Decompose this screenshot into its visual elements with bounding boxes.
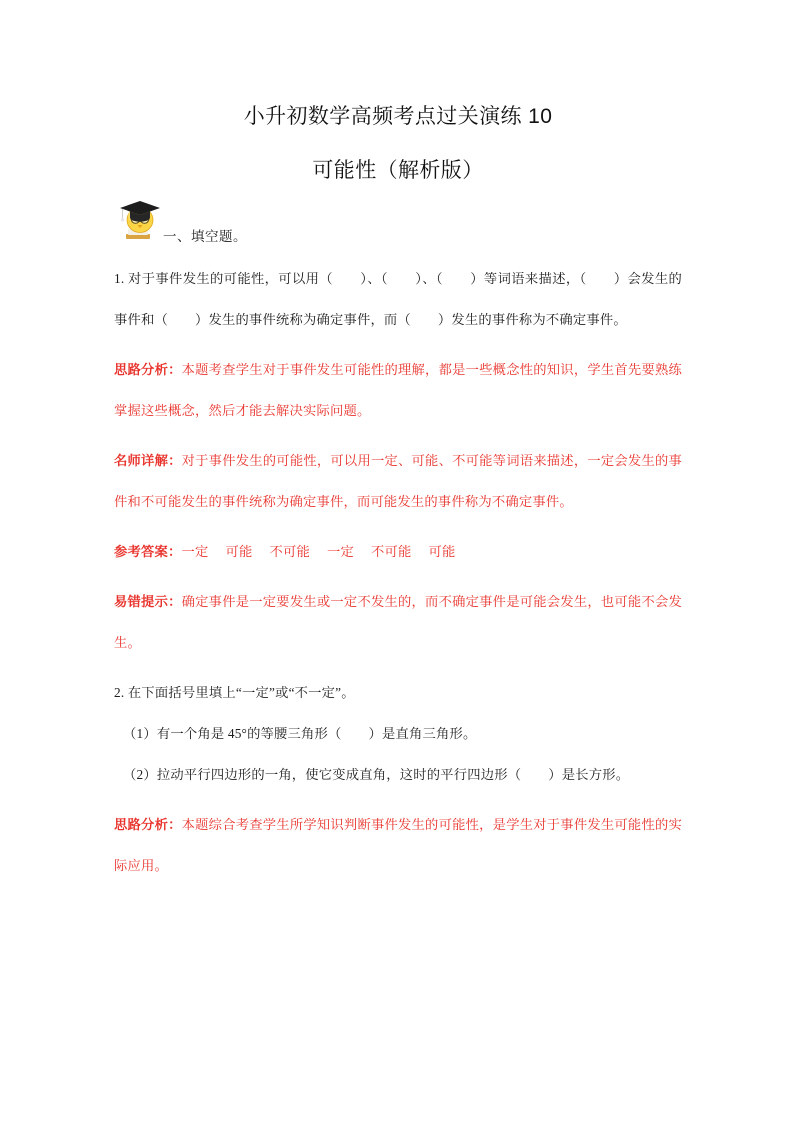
answer-value: 一定 (181, 544, 209, 559)
question-text: 2. 在下面括号里填上“一定”或“不一定”。 (114, 685, 355, 700)
explanation-label: 名师详解： (114, 453, 182, 468)
answer-block (114, 531, 682, 572)
spacer (114, 663, 682, 672)
answer-value: 可能 (428, 544, 456, 559)
question-sub-item: （2）拉动平行四边形的一角，使它变成直角，这时的平行四边形（ ）是长方形。 (123, 767, 630, 782)
answer-value: 不可能 (269, 544, 310, 559)
analysis-label: 思路分析： (114, 362, 182, 377)
explanation-body: 对于事件发生的可能性，可以用一定、可能、不可能等词语来描述，一定会发生的事件和不可能发生的事件统称为确定事件，而可能发生的事件称为不确定事件。 (114, 453, 682, 509)
question-text: 1. 对于事件发生的可能性，可以用（ ）、（ ）、（ ）等词语来描述，（ ）会发生的事件和（ ）发生的事件统称为确定事件，而（ ）发生的事件称为不确定事件。 (114, 271, 682, 327)
page-subtitle: 可能性（解析版） (312, 159, 484, 182)
analysis-body: 本题考查学生对于事件发生可能性的理解，都是一些概念性的知识，学生首先要熟练掌握这些概念，然后才能去解决实际问题。 (114, 362, 682, 418)
spacer (114, 795, 682, 804)
pitfall-label: 易错提示： (114, 594, 182, 609)
page-title: 小升初数学高频考点过关演练 10 (243, 105, 553, 128)
analysis-block (114, 349, 682, 431)
pitfall-block (114, 581, 682, 663)
spacer (114, 572, 682, 581)
question-sub-item: （1）有一个角是 45°的等腰三角形（ ）是直角三角形。 (123, 726, 477, 741)
analysis-label: 思路分析： (114, 817, 182, 832)
section-header (114, 218, 682, 244)
spacer (114, 522, 682, 531)
answer-value: 一定 (326, 544, 354, 559)
section-label: 一、填空题。 (163, 229, 247, 244)
analysis-body: 本题综合考查学生所学知识判断事件发生的可能性，是学生对于事件发生可能性的实际应用。 (114, 817, 682, 873)
spacer (114, 340, 682, 349)
answer-label: 参考答案： (114, 544, 182, 559)
answer-value: 可能 (225, 544, 253, 559)
pitfall-body: 确定事件是一定要发生或一定不发生的，而不确定事件是可能会发生，也可能不会发生。 (114, 594, 682, 650)
graduation-chick-icon (114, 196, 162, 243)
answer-value: 不可能 (370, 544, 412, 559)
spacer (114, 244, 682, 258)
answer-values (181, 544, 455, 559)
explanation-block (114, 440, 682, 522)
spacer (114, 431, 682, 440)
analysis-block (114, 804, 682, 886)
